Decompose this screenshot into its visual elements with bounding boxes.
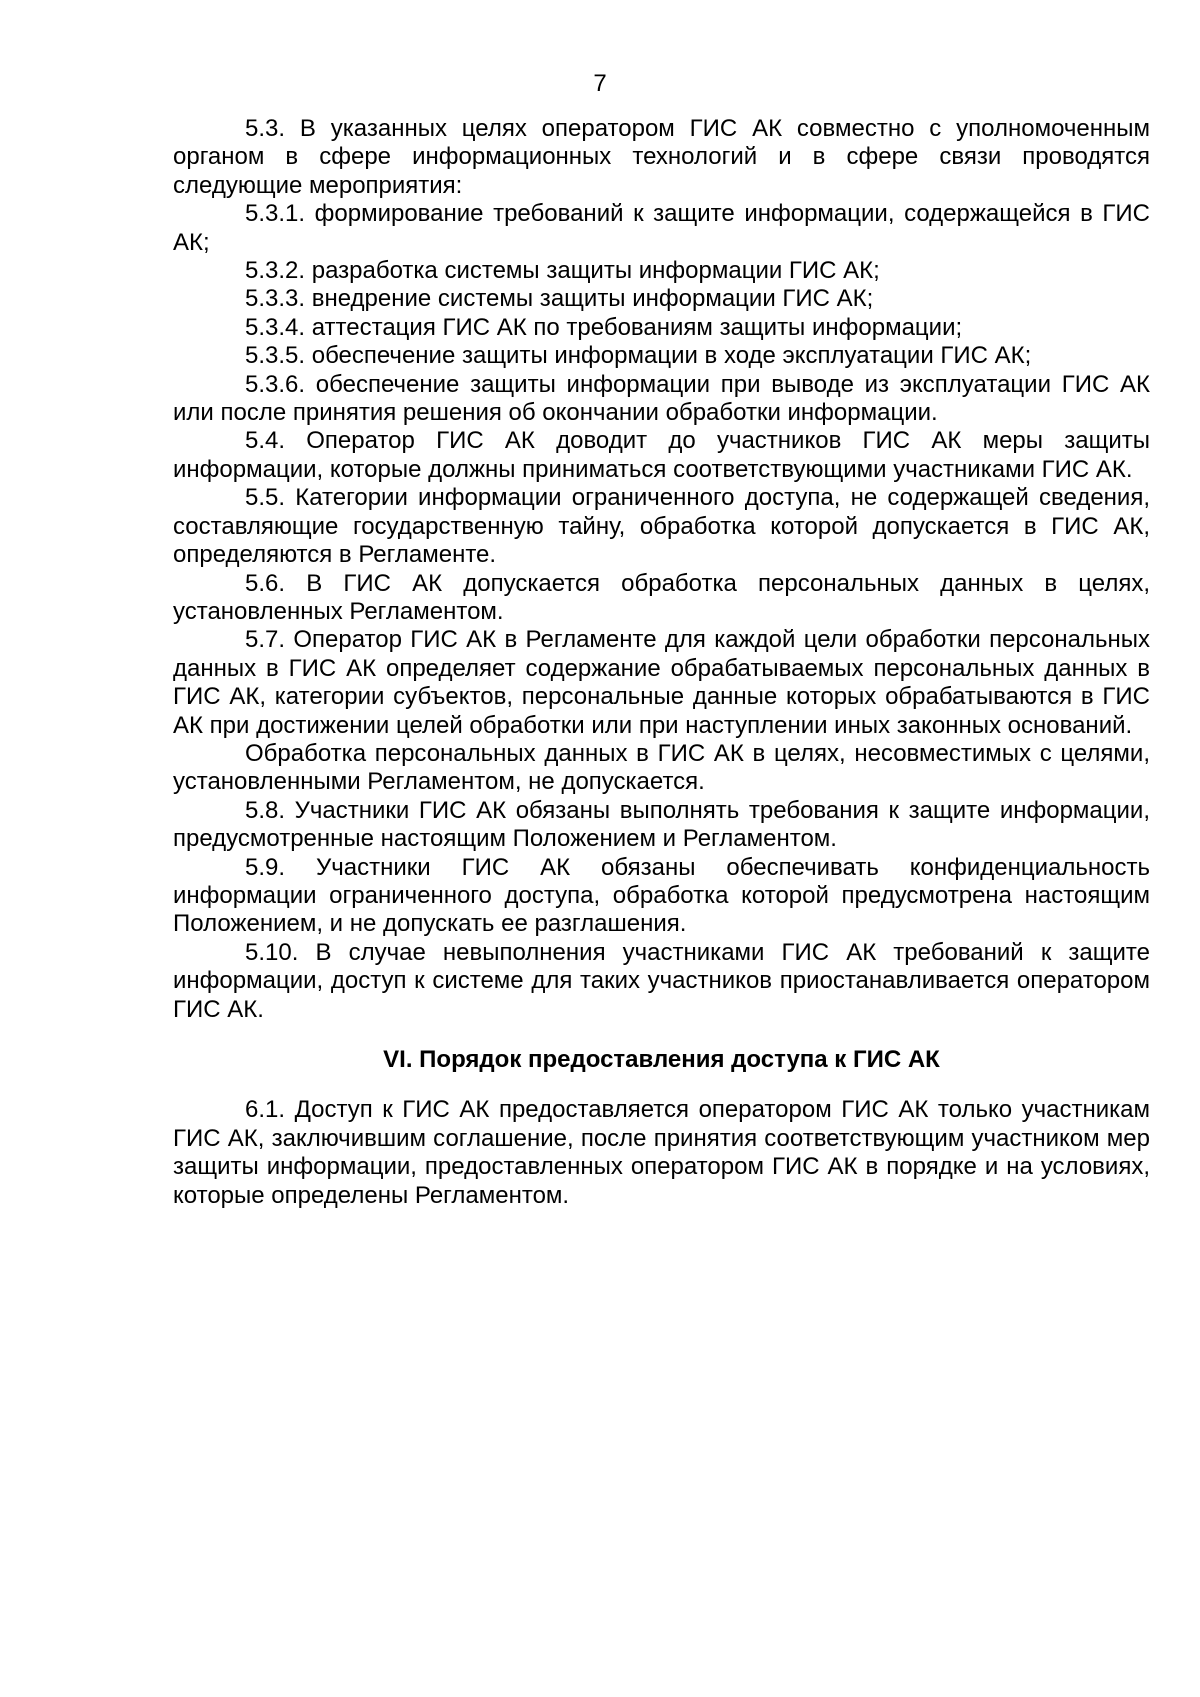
paragraph-5-10: 5.10. В случае невыполнения участниками ГИС АК требований к защите информации, доступ к системе для таких участников приостанавливается оператором ГИС АК.	[173, 938, 1150, 1023]
paragraph-5-6: 5.6. В ГИС АК допускается обработка персональных данных в целях, установленных Регламентом.	[173, 569, 1150, 625]
paragraph-5-4: 5.4. Оператор ГИС АК доводит до участников ГИС АК меры защиты информации, которые должны приниматься соответствующими участниками ГИС АК.	[173, 427, 1150, 483]
paragraph-5-3-1: 5.3.1. формирование требований к защите информации, содержащейся в ГИС АК;	[173, 200, 1150, 256]
page-number: 7	[593, 70, 607, 97]
paragraph-6-1: 6.1. Доступ к ГИС АК предоставляется оператором ГИС АК только участникам ГИС АК, заключившим соглашение, после принятия соответствующим участником мер защиты информации, предоставленных оператором ГИС АК в порядке и на условиях, которые определены Регламентом.	[173, 1096, 1150, 1209]
document-body	[173, 115, 1150, 1210]
paragraph-5-3-4: 5.3.4. аттестация ГИС АК по требованиям защиты информации;	[245, 313, 963, 341]
paragraph-5-3-3: 5.3.3. внедрение системы защиты информации ГИС АК;	[245, 285, 874, 313]
paragraph-5-3-6: 5.3.6. обеспечение защиты информации при выводе из эксплуатации ГИС АК или после принятия решения об окончании обработки информации.	[173, 370, 1150, 427]
paragraph-5-7-continuation: Обработка персональных данных в ГИС АК в целях, несовместимых с целями, установленными Регламентом, не допускается.	[173, 739, 1150, 796]
paragraph-5-3-2: 5.3.2. разработка системы защиты информации ГИС АК;	[245, 257, 880, 285]
paragraph-5-5: 5.5. Категории информации ограниченного доступа, не содержащей сведения, составляющие государственную тайну, обработка которой допускается в ГИС АК, определяются в Регламенте.	[173, 484, 1150, 569]
paragraph-5-9: 5.9. Участники ГИС АК обязаны обеспечивать конфиденциальность информации ограниченного доступа, обработка которой предусмотрена настоящим Положением, и не допускать ее разглашения.	[173, 853, 1150, 938]
paragraph-5-8: 5.8. Участники ГИС АК обязаны выполнять требования к защите информации, предусмотренные настоящим Положением и Регламентом.	[173, 796, 1150, 853]
section-6-heading: VI. Порядок предоставления доступа к ГИС АК	[383, 1046, 940, 1073]
paragraph-5-3: 5.3. В указанных целях оператором ГИС АК совместно с уполномоченным органом в сфере информационных технологий и в сфере связи проводятся следующие мероприятия:	[173, 115, 1150, 199]
paragraph-5-3-5: 5.3.5. обеспечение защиты информации в ходе эксплуатации ГИС АК;	[245, 342, 1032, 370]
paragraph-5-7: 5.7. Оператор ГИС АК в Регламенте для каждой цели обработки персональных данных в ГИС АК определяет содержание обрабатываемых персональных данных в ГИС АК, категории субъектов, персональные данные которых обрабатываются в ГИС АК при достижении целей обработки или при наступлении иных законных оснований.	[173, 626, 1150, 739]
